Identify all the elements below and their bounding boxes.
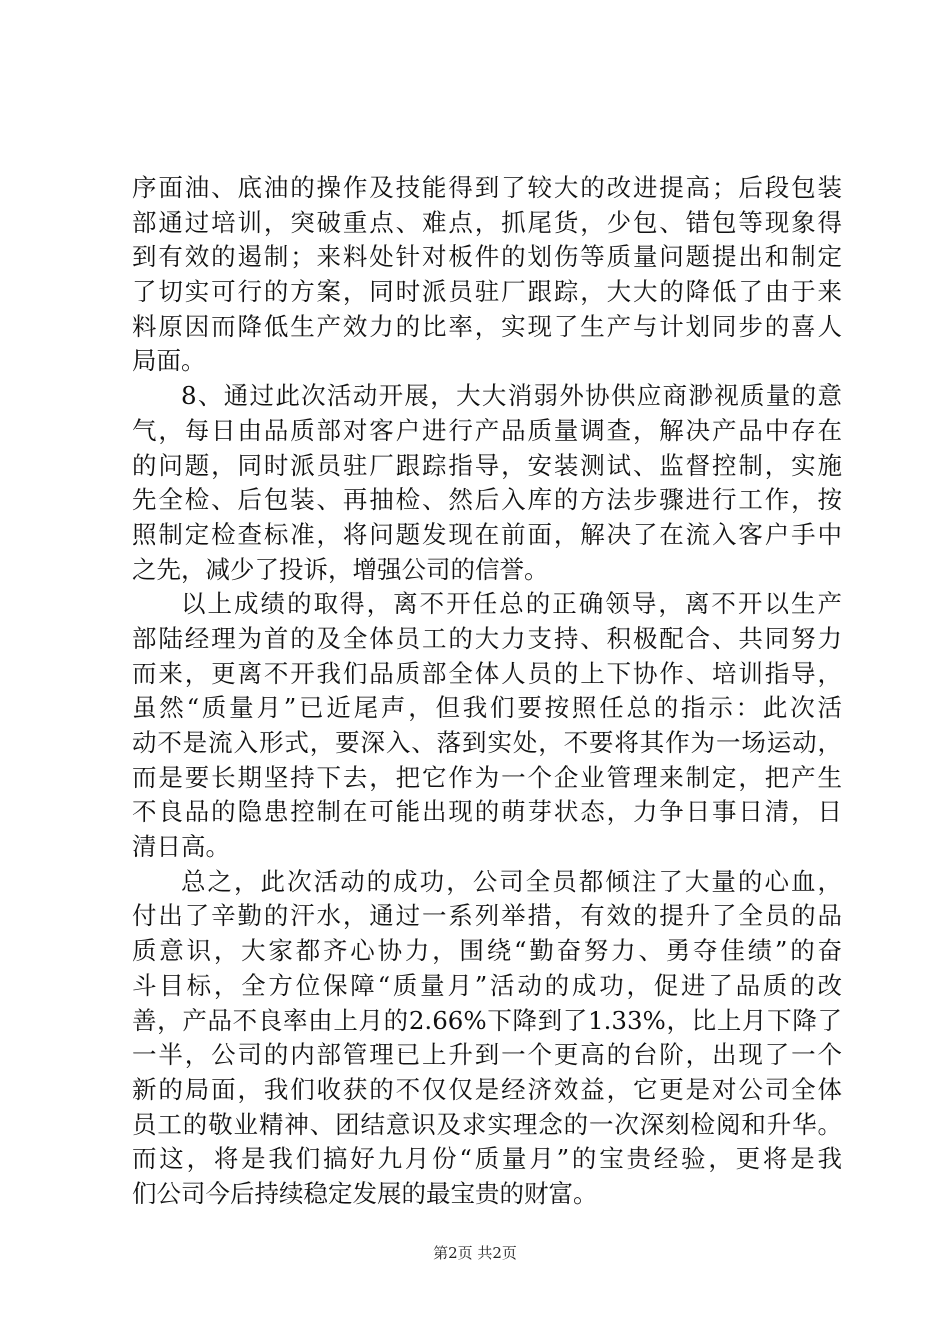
text-line: 动不是流入形式，要深入、落到实处，不要将其作为一场运动， [132,728,842,757]
text-line: 8、通过此次活动开展，大大消弱外协供应商渺视质量的意 [181,381,842,411]
text-line: 总之，此次活动的成功，公司全员都倾注了大量的心血， [181,866,842,896]
text-line: 一半，公司的内部管理已上升到一个更高的台阶，出现了一个 [132,1040,842,1070]
text-line: 气，每日由品质部对客户进行产品质量调查，解决产品中存在 [132,415,842,445]
text-line: 序面油、底油的操作及技能得到了较大的改进提高；后段包装 [132,173,842,202]
text-line: 的问题，同时派员驻厂跟踪指导，安装测试、监督控制，实施 [132,450,842,480]
text-line: 虽然“质量月”已近尾声，但我们要按照任总的指示：此次活 [132,693,842,723]
text-line: 善，产品不良率由上月的2.66%下降到了1.33%，比上月下降了 [132,1005,842,1035]
paragraph-p4 [132,865,842,1212]
paragraph-p3 [132,587,842,865]
text-line: 以上成绩的取得，离不开任总的正确领导，离不开以生产 [181,589,842,619]
paragraph-p2 [132,379,842,587]
text-line: 照制定检查标准，将问题发现在前面，解决了在流入客户手中 [132,519,842,549]
text-line: 付出了辛勤的汗水，通过一系列举措，有效的提升了全员的品 [132,901,842,931]
text-line: 斗目标，全方位保障“质量月”活动的成功，促进了品质的改 [132,970,842,1000]
text-line: 而是要长期坚持下去，把它作为一个企业管理来制定，把产生 [132,762,842,792]
document-body [132,171,842,1212]
text-line: 清日高。 [132,832,230,862]
text-line: 而这，将是我们搞好九月份“质量月”的宝贵经验，更将是我 [132,1144,842,1174]
text-line: 部陆经理为首的及全体员工的大力支持、积极配合、共同努力 [132,623,842,653]
text-line: 先全检、后包装、再抽检、然后入库的方法步骤进行工作，按 [132,485,842,515]
paragraph-p1 [132,171,842,379]
text-line: 料原因而降低生产效力的比率，实现了生产与计划同步的喜人 [132,311,842,341]
text-line: 局面。 [132,346,206,376]
text-line: 质意识，大家都齐心协力，围绕“勤奋努力、勇夺佳绩”的奋 [132,936,842,966]
text-line: 员工的敬业精神、团结意识及求实理念的一次深刻检阅和升华。 [132,1109,842,1139]
text-line: 而来，更离不开我们品质部全体人员的上下协作、培训指导， [132,658,842,688]
text-line: 之先，减少了投诉，增强公司的信誉。 [132,554,549,584]
text-line: 不良品的隐患控制在可能出现的萌芽状态，力争日事日清，日 [132,797,842,827]
text-line: 部通过培训，突破重点、难点，抓尾货，少包、错包等现象得 [132,207,842,237]
page-number-footer: 第2页 共2页 [433,1244,517,1262]
text-line: 到有效的遏制；来料处针对板件的划伤等质量问题提出和制定 [132,242,842,272]
text-line: 们公司今后持续稳定发展的最宝贵的财富。 [132,1178,598,1208]
text-line: 新的局面，我们收获的不仅仅是经济效益，它更是对公司全体 [132,1074,842,1104]
text-line: 了切实可行的方案，同时派员驻厂跟踪，大大的降低了由于来 [132,277,842,307]
